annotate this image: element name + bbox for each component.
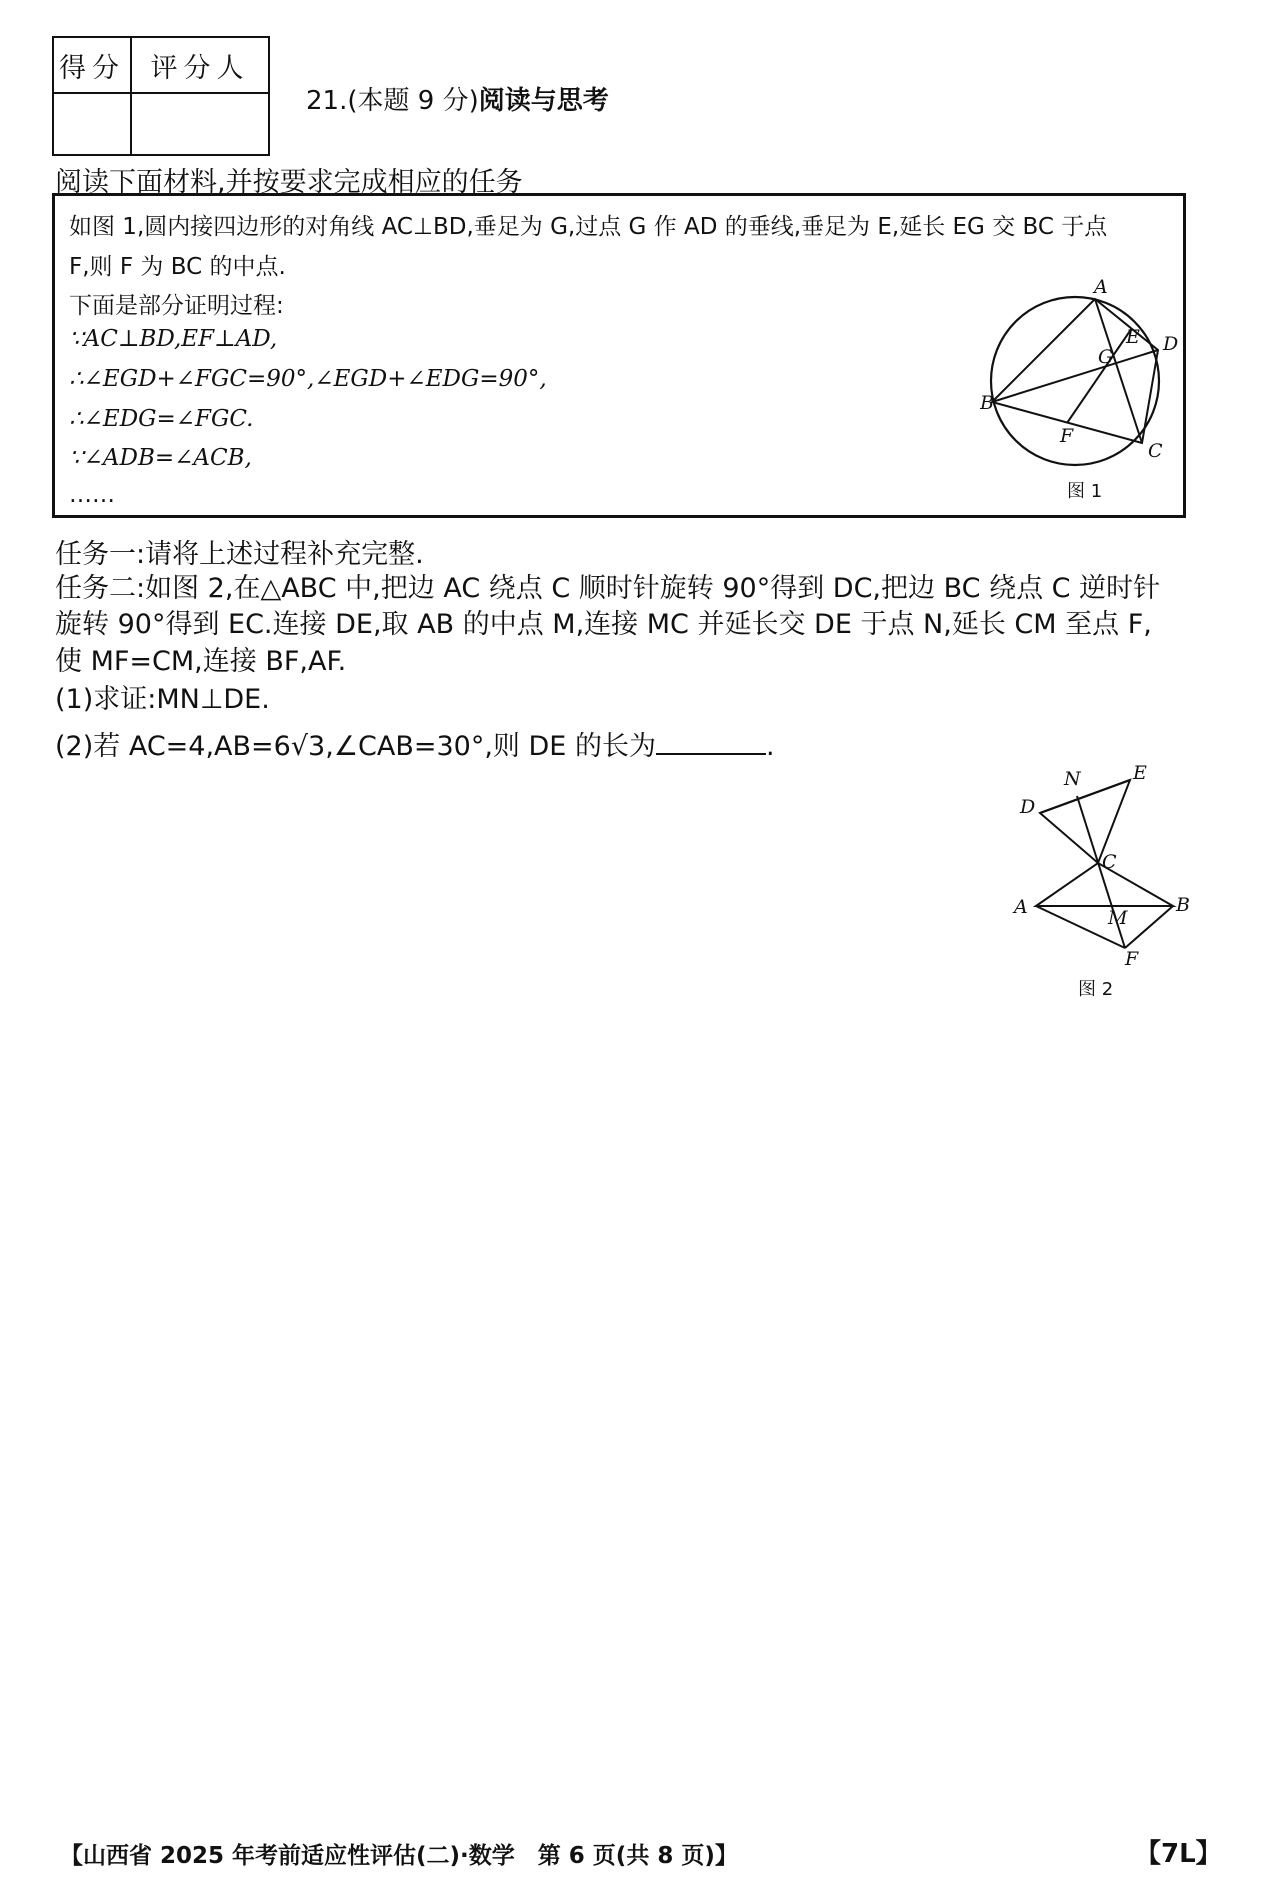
fig1-label-a: A <box>1094 276 1108 298</box>
fig2-label-n: N <box>1064 768 1081 790</box>
figure-1-caption: 图 1 <box>1067 481 1103 502</box>
answer-blank[interactable] <box>656 729 766 755</box>
material-line-6: ∴∠EDG=∠FGC. <box>69 406 254 432</box>
page-footer: 【山西省 2025 年考前适应性评估(二)·数学 第 6 页(共 8 页)】 <box>60 1843 738 1869</box>
task-2-line-1: 任务二:如图 2,在△ABC 中,把边 AC 绕点 C 顺时针旋转 90°得到 DC,把边 BC 绕点 C 逆时针 <box>55 573 1161 604</box>
fig2-label-f: F <box>1125 948 1139 970</box>
figure-1 <box>980 265 1180 513</box>
question-number: 21.(本题 9 分) <box>306 86 479 116</box>
segment-de <box>1040 780 1130 813</box>
grader-header: 评分人 <box>131 37 269 93</box>
grader-cell <box>131 93 269 155</box>
fig1-label-e: E <box>1126 326 1140 348</box>
fig2-label-c: C <box>1102 851 1117 873</box>
material-line-7: ∵∠ADB=∠ACB, <box>69 445 252 471</box>
fig1-label-g: G <box>1098 346 1114 368</box>
fig2-label-d: D <box>1020 796 1036 818</box>
paper-code: 【7L】 <box>1135 1839 1222 1869</box>
fig1-label-f: F <box>1060 425 1074 447</box>
score-cell <box>53 93 131 155</box>
material-line-4: ∵AC⊥BD,EF⊥AD, <box>69 326 278 352</box>
task-2-line-3: 使 MF=CM,连接 BF,AF. <box>55 646 347 677</box>
task-2-part-1: (1)求证:MN⊥DE. <box>55 684 270 715</box>
material-line-8: …… <box>69 482 115 508</box>
figure-2-caption: 图 2 <box>1078 979 1114 1000</box>
material-line-1: 如图 1,圆内接四边形的对角线 AC⊥BD,垂足为 G,过点 G 作 AD 的垂线,垂足为 E,延长 EG 交 BC 于点 <box>69 214 1108 240</box>
fig2-label-b: B <box>1176 894 1190 916</box>
question-title <box>306 80 609 117</box>
fig2-label-e: E <box>1133 762 1147 784</box>
score-table <box>52 36 270 156</box>
material-line-2: F,则 F 为 BC 的中点. <box>69 254 286 280</box>
part-2-question: (2)若 AC=4,AB=6√3,∠CAB=30°,则 DE 的长为 <box>55 731 656 762</box>
segment-bf <box>1125 906 1173 948</box>
instruction: 阅读下面材料,并按要求完成相应的任务 <box>55 167 523 198</box>
part-2-end: . <box>765 731 775 762</box>
task-1: 任务一:请将上述过程补充完整. <box>55 539 424 570</box>
fig2-label-m: M <box>1108 907 1128 929</box>
material-line-5: ∴∠EGD+∠FGC=90°,∠EGD+∠EDG=90°, <box>69 366 547 392</box>
fig1-label-b: B <box>980 392 994 414</box>
figure-2 <box>1000 755 1200 1005</box>
question-heading: 阅读与思考 <box>478 86 609 116</box>
task-2-part-2 <box>55 724 775 763</box>
material-line-3: 下面是部分证明过程: <box>69 293 284 319</box>
fig2-label-a: A <box>1014 896 1028 918</box>
fig1-label-d: D <box>1163 333 1179 355</box>
task-2-line-2: 旋转 90°得到 EC.连接 DE,取 AB 的中点 M,连接 MC 并延长交 DE 于点 N,延长 CM 至点 F, <box>55 609 1152 640</box>
score-header: 得分 <box>53 37 131 93</box>
fig1-label-c: C <box>1148 440 1163 462</box>
